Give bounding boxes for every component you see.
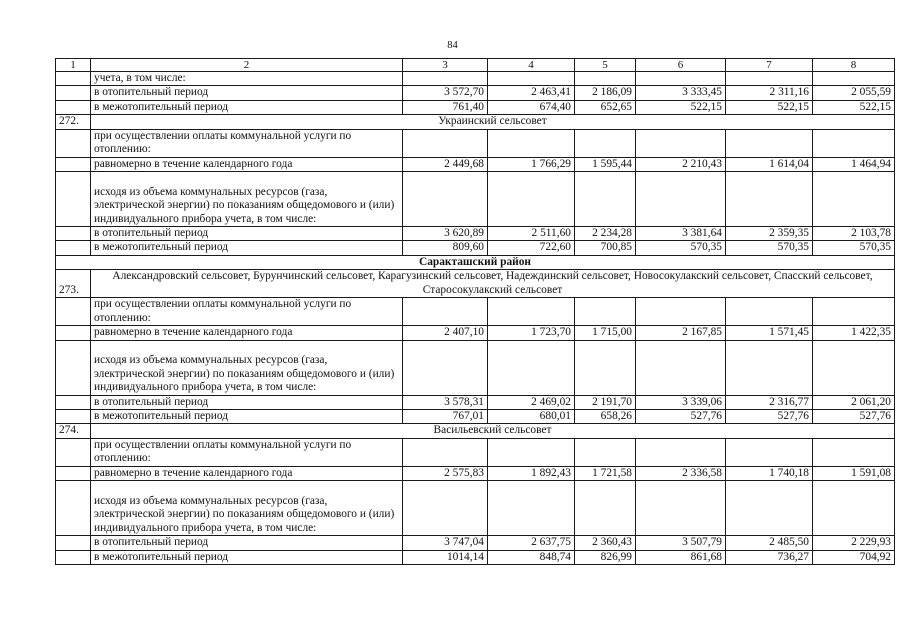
column-number-header-row	[56, 59, 895, 72]
column-number-header: 1	[56, 59, 91, 72]
column-number-header: 6	[636, 59, 726, 72]
row-description: учета, в том числе:	[91, 72, 403, 86]
tariff-value-cell: 2 234,28	[575, 227, 636, 241]
tariff-value-cell: 826,99	[575, 550, 636, 564]
table-row	[56, 227, 895, 241]
row-index-cell	[56, 326, 91, 340]
tariff-value-cell	[575, 172, 636, 227]
row-description: в межотопительный период	[91, 410, 403, 424]
tariff-value-cell: 1 571,45	[726, 326, 813, 340]
table-row	[56, 536, 895, 550]
tariff-value-cell	[575, 129, 636, 157]
row-index-cell	[56, 438, 91, 466]
tariff-value-cell	[726, 172, 813, 227]
tariff-value-cell	[636, 438, 726, 466]
row-index-cell	[56, 410, 91, 424]
settlement-section-row	[56, 115, 895, 129]
tariff-value-cell: 3 507,79	[636, 536, 726, 550]
row-index-cell	[56, 72, 91, 86]
row-index-cell	[56, 481, 91, 536]
tariff-value-cell: 1 766,29	[488, 157, 575, 171]
tariff-value-cell: 767,01	[403, 410, 488, 424]
tariff-value-cell	[726, 72, 813, 86]
tariff-value-cell: 570,35	[813, 241, 895, 255]
tariff-value-cell: 2 407,10	[403, 326, 488, 340]
tariff-value-cell: 2 167,85	[636, 326, 726, 340]
row-index-cell	[56, 466, 91, 480]
tariff-value-cell	[636, 481, 726, 536]
tariff-value-cell: 2 336,58	[636, 466, 726, 480]
tariff-value-cell: 680,01	[488, 410, 575, 424]
tariff-value-cell: 658,26	[575, 410, 636, 424]
tariff-value-cell: 2 469,02	[488, 395, 575, 409]
tariff-value-cell: 522,15	[813, 100, 895, 114]
row-index-cell	[56, 241, 91, 255]
tariff-value-cell: 1 614,04	[726, 157, 813, 171]
tariff-value-cell	[813, 481, 895, 536]
tariff-value-cell: 3 339,06	[636, 395, 726, 409]
tariff-value-cell: 848,74	[488, 550, 575, 564]
tariff-value-cell: 722,60	[488, 241, 575, 255]
tariff-value-cell	[726, 438, 813, 466]
tariff-value-cell: 3 578,31	[403, 395, 488, 409]
tariff-value-cell: 1 595,44	[575, 157, 636, 171]
section-number: 273.	[56, 270, 91, 298]
tariff-value-cell	[813, 298, 895, 326]
tariff-value-cell: 3 572,70	[403, 86, 488, 100]
tariff-value-cell	[403, 172, 488, 227]
row-description: в межотопительный период	[91, 241, 403, 255]
tariff-value-cell	[813, 129, 895, 157]
row-index-cell	[56, 129, 91, 157]
tariff-value-cell	[488, 481, 575, 536]
tariff-value-cell: 736,27	[726, 550, 813, 564]
tariff-value-cell	[636, 340, 726, 395]
row-description: равномерно в течение календарного года	[91, 466, 403, 480]
tariff-value-cell: 2 360,43	[575, 536, 636, 550]
table-row	[56, 172, 895, 227]
tariff-value-cell	[403, 298, 488, 326]
settlement-section-row	[56, 424, 895, 438]
row-description: исходя из объема коммунальных ресурсов (газа, электрической энергии) по показаниям общедомового и (или) индивидуального прибора учета, в том числе:	[91, 481, 403, 536]
tariff-value-cell	[403, 481, 488, 536]
tariff-value-cell	[636, 298, 726, 326]
tariff-value-cell: 652,65	[575, 100, 636, 114]
tariff-value-cell	[575, 340, 636, 395]
tariff-value-cell	[488, 340, 575, 395]
row-index-cell	[56, 550, 91, 564]
row-description: в отопительный период	[91, 86, 403, 100]
tariff-value-cell	[575, 72, 636, 86]
row-description: равномерно в течение календарного года	[91, 157, 403, 171]
tariff-value-cell: 570,35	[636, 241, 726, 255]
tariff-value-cell: 570,35	[726, 241, 813, 255]
tariff-value-cell	[403, 129, 488, 157]
tariff-value-cell: 2 511,60	[488, 227, 575, 241]
tariff-value-cell	[488, 172, 575, 227]
tariff-value-cell	[636, 172, 726, 227]
row-description: при осуществлении оплаты коммунальной услуги по отоплению:	[91, 129, 403, 157]
column-number-header: 2	[91, 59, 403, 72]
section-number: 272.	[56, 115, 91, 129]
tariff-value-cell	[488, 129, 575, 157]
tariff-value-cell	[636, 129, 726, 157]
row-description: равномерно в течение календарного года	[91, 326, 403, 340]
table-row	[56, 129, 895, 157]
tariff-value-cell	[813, 172, 895, 227]
tariff-value-cell	[575, 481, 636, 536]
table-row	[56, 298, 895, 326]
tariff-value-cell: 1 740,18	[726, 466, 813, 480]
tariff-value-cell	[488, 438, 575, 466]
tariff-value-cell: 2 061,20	[813, 395, 895, 409]
tariff-value-cell: 1 422,35	[813, 326, 895, 340]
tariff-value-cell: 3 381,64	[636, 227, 726, 241]
settlement-title: Украинский сельсовет	[91, 115, 895, 129]
row-index-cell	[56, 298, 91, 326]
tariff-value-cell: 704,92	[813, 550, 895, 564]
tariff-value-cell: 2 311,16	[726, 86, 813, 100]
row-index-cell	[56, 340, 91, 395]
tariff-value-cell	[488, 72, 575, 86]
table-row	[56, 550, 895, 564]
table-row	[56, 466, 895, 480]
tariff-value-cell: 761,40	[403, 100, 488, 114]
column-number-header: 5	[575, 59, 636, 72]
tariff-value-cell: 1 723,70	[488, 326, 575, 340]
column-number-header: 8	[813, 59, 895, 72]
tariff-value-cell: 1 464,94	[813, 157, 895, 171]
tariff-value-cell	[726, 129, 813, 157]
column-number-header: 3	[403, 59, 488, 72]
tariff-value-cell	[403, 72, 488, 86]
table-row	[56, 340, 895, 395]
row-description: исходя из объема коммунальных ресурсов (газа, электрической энергии) по показаниям общедомового и (или) индивидуального прибора учета, в том числе:	[91, 340, 403, 395]
tariff-value-cell: 674,40	[488, 100, 575, 114]
settlement-section-row	[56, 270, 895, 298]
tariff-value-cell: 2 463,41	[488, 86, 575, 100]
district-title: Саракташский район	[56, 255, 895, 269]
table-row	[56, 72, 895, 86]
tariff-value-cell: 2 103,78	[813, 227, 895, 241]
row-index-cell	[56, 86, 91, 100]
table-row	[56, 395, 895, 409]
tariff-value-cell	[403, 438, 488, 466]
section-number: 274.	[56, 424, 91, 438]
tariff-value-cell: 700,85	[575, 241, 636, 255]
tariff-value-cell	[726, 340, 813, 395]
table-row	[56, 100, 895, 114]
table-body	[56, 59, 895, 565]
tariff-value-cell	[636, 72, 726, 86]
row-index-cell	[56, 157, 91, 171]
tariff-value-cell: 1 591,08	[813, 466, 895, 480]
tariff-value-cell: 2 449,68	[403, 157, 488, 171]
tariff-value-cell: 527,76	[813, 410, 895, 424]
table-row	[56, 241, 895, 255]
settlement-title: Александровский сельсовет, Бурунчинский сельсовет, Карагузинский сельсовет, Надеждинский сельсовет, Новосокулакский сельсовет, Спасский сельсовет, Старосокулакский сельсовет	[91, 270, 895, 298]
tariff-table	[55, 58, 895, 565]
tariff-value-cell: 2 359,35	[726, 227, 813, 241]
tariff-value-cell: 861,68	[636, 550, 726, 564]
row-description: при осуществлении оплаты коммунальной услуги по отоплению:	[91, 438, 403, 466]
tariff-value-cell: 522,15	[726, 100, 813, 114]
row-index-cell	[56, 100, 91, 114]
tariff-value-cell	[575, 438, 636, 466]
tariff-value-cell: 2 637,75	[488, 536, 575, 550]
tariff-value-cell	[813, 340, 895, 395]
row-description: при осуществлении оплаты коммунальной услуги по отоплению:	[91, 298, 403, 326]
tariff-value-cell: 3 333,45	[636, 86, 726, 100]
table-row	[56, 481, 895, 536]
tariff-value-cell	[403, 340, 488, 395]
tariff-value-cell: 2 186,09	[575, 86, 636, 100]
tariff-value-cell: 2 316,77	[726, 395, 813, 409]
row-description: в отопительный период	[91, 536, 403, 550]
district-row	[56, 255, 895, 269]
tariff-value-cell: 1014,14	[403, 550, 488, 564]
page-number: 84	[447, 40, 458, 51]
tariff-value-cell	[813, 438, 895, 466]
table-row	[56, 86, 895, 100]
tariff-value-cell: 522,15	[636, 100, 726, 114]
tariff-value-cell: 3 747,04	[403, 536, 488, 550]
tariff-value-cell	[726, 298, 813, 326]
tariff-value-cell	[813, 72, 895, 86]
tariff-value-cell: 2 229,93	[813, 536, 895, 550]
row-index-cell	[56, 395, 91, 409]
tariff-value-cell: 527,76	[636, 410, 726, 424]
tariff-value-cell	[726, 481, 813, 536]
tariff-value-cell: 2 575,83	[403, 466, 488, 480]
row-description: исходя из объема коммунальных ресурсов (газа, электрической энергии) по показаниям общедомового и (или) индивидуального прибора учета, в том числе:	[91, 172, 403, 227]
row-description: в межотопительный период	[91, 550, 403, 564]
tariff-value-cell: 1 715,00	[575, 326, 636, 340]
tariff-value-cell	[575, 298, 636, 326]
settlement-title: Васильевский сельсовет	[91, 424, 895, 438]
table-row	[56, 438, 895, 466]
tariff-value-cell: 809,60	[403, 241, 488, 255]
tariff-value-cell: 2 055,59	[813, 86, 895, 100]
row-description: в отопительный период	[91, 227, 403, 241]
table-row	[56, 157, 895, 171]
table-row	[56, 410, 895, 424]
tariff-value-cell	[488, 298, 575, 326]
tariff-value-cell: 2 191,70	[575, 395, 636, 409]
tariff-value-cell: 2 210,43	[636, 157, 726, 171]
row-description: в межотопительный период	[91, 100, 403, 114]
tariff-value-cell: 1 721,58	[575, 466, 636, 480]
row-index-cell	[56, 536, 91, 550]
row-index-cell	[56, 172, 91, 227]
column-number-header: 7	[726, 59, 813, 72]
table-row	[56, 326, 895, 340]
tariff-value-cell: 2 485,50	[726, 536, 813, 550]
tariff-value-cell: 3 620,89	[403, 227, 488, 241]
tariff-value-cell: 1 892,43	[488, 466, 575, 480]
column-number-header: 4	[488, 59, 575, 72]
row-index-cell	[56, 227, 91, 241]
tariff-value-cell: 527,76	[726, 410, 813, 424]
row-description: в отопительный период	[91, 395, 403, 409]
